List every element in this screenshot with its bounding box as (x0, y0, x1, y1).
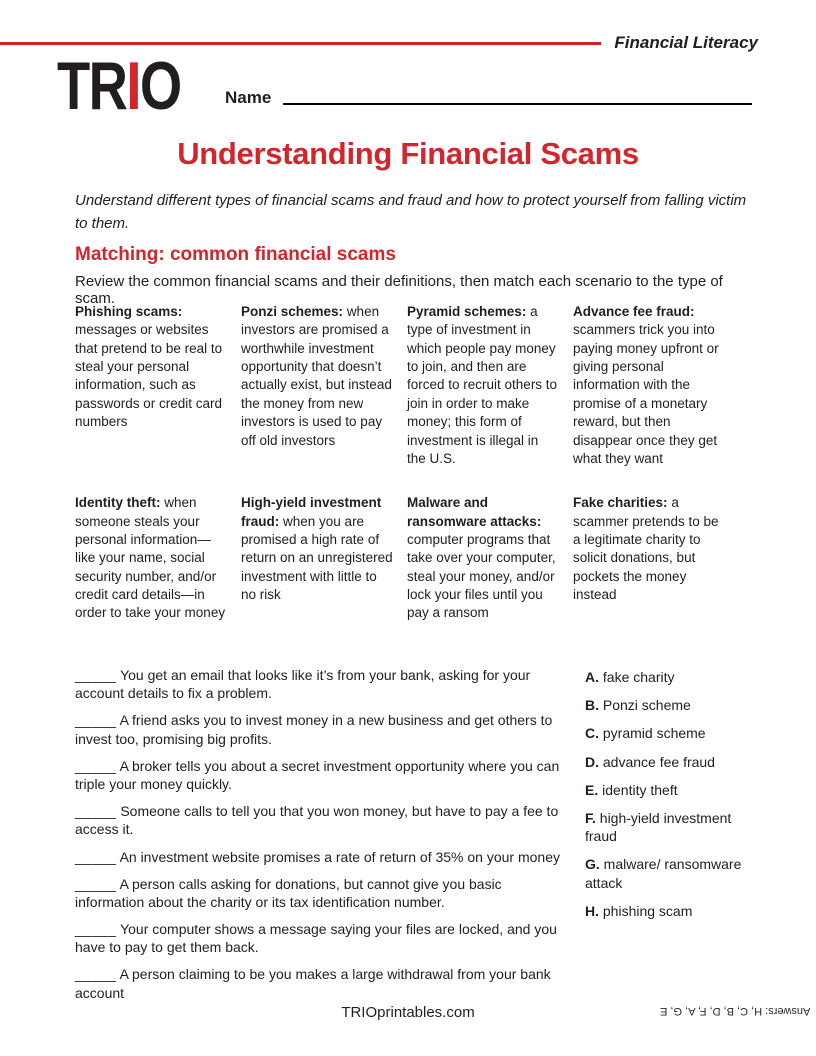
scenario-answer-blank: _____ (75, 757, 117, 774)
scenario-item (75, 757, 572, 793)
definition-item (241, 494, 394, 623)
scenario-text: Someone calls to tell you that you won money, but have to pay a fee to access it. (75, 803, 559, 838)
logo-letter-i: I (126, 48, 140, 124)
definition-item (75, 303, 228, 468)
scenario-text: A broker tells you about a secret investment opportunity where you can triple your money quickly. (75, 757, 560, 792)
definition-text: scammers trick you into paying money upfront or giving personal information with the promise of a monetary reward, but then disappear once they get what they want (573, 322, 719, 466)
option-letter: B. (585, 697, 599, 714)
trio-logo (57, 48, 181, 124)
definition-term: Advance fee fraud: (573, 304, 695, 319)
definition-item (573, 494, 726, 623)
header-category: Financial Literacy (614, 33, 758, 52)
scenario-item (75, 920, 572, 956)
option-letter: A. (585, 669, 599, 685)
definition-term: Malware and ransomware attacks: (407, 495, 542, 529)
definition-text: when you are promised a high rate of return on an unregistered investment with little to no risk (241, 513, 393, 603)
option-letter: C. (585, 725, 599, 742)
definition-text: a scammer pretends to be a legitimate charity to solicit donations, but pockets the money instead (573, 495, 719, 603)
scenarios-list (75, 666, 572, 1011)
scenario-text: A person calls asking for donations, but cannot give you basic information about the charity or its tax identification number. (75, 875, 502, 910)
option-label: high-yield investment fraud (585, 809, 732, 845)
scenario-answer-blank: _____ (75, 667, 117, 683)
name-blank-line (283, 103, 752, 105)
option-letter: H. (585, 902, 599, 919)
definitions-grid (75, 303, 726, 623)
option-item (585, 696, 767, 714)
option-label: advance fee fraud (602, 753, 715, 770)
options-list (585, 668, 767, 930)
definition-term: High-yield investment fraud: (241, 495, 382, 529)
definition-item (241, 303, 394, 468)
definition-term: Ponzi schemes: (241, 304, 344, 319)
scenario-item (75, 875, 572, 911)
scenario-item (75, 802, 572, 838)
intro-text: Understand different types of financial scams and fraud and how to protect yourself from falling victim to them. (75, 192, 747, 232)
logo-letter-o: O (139, 48, 181, 124)
scenario-text: An investment website promises a rate of return of 35% on your money (119, 848, 561, 865)
option-letter: G. (585, 856, 600, 873)
option-item (585, 753, 767, 771)
option-item (585, 902, 767, 920)
scenario-text: A person claiming to be you makes a large withdrawal from your bank account (75, 966, 551, 1001)
option-label: Ponzi scheme (602, 697, 691, 714)
definition-item (407, 303, 560, 468)
option-label: fake charity (602, 669, 675, 685)
footer-answer-key: Answers: H, C, B, D, F, A, G, E (659, 1005, 810, 1017)
scenario-answer-blank: _____ (75, 921, 117, 938)
scenario-answer-blank: _____ (75, 803, 117, 820)
scenario-item (75, 711, 572, 747)
header-rule (0, 42, 601, 45)
name-row (225, 80, 752, 108)
definition-item (75, 494, 228, 623)
logo-letters-tr: TR (57, 48, 127, 124)
scenario-answer-blank: _____ (75, 966, 117, 983)
scenario-item (75, 666, 572, 702)
option-label: malware/ ransomware attack (585, 856, 742, 891)
scenario-answer-blank: _____ (75, 875, 117, 892)
scenario-text: A friend asks you to invest money in a new business and get others to invest too, promising big profits. (75, 712, 553, 747)
scenario-item (75, 965, 572, 1001)
section-heading: Matching: common financial scams (75, 244, 396, 265)
definition-term: Pyramid schemes: (407, 304, 527, 319)
definition-item (573, 303, 726, 468)
section-instructions: Review the common financial scams and their definitions, then match each scenario to the type of scam. (75, 273, 723, 307)
scenario-item (75, 848, 572, 866)
option-letter: F. (585, 809, 596, 826)
option-label: identity theft (602, 781, 678, 798)
definition-text: messages or websites that pretend to be real to steal your personal information, such as passwords or credit card numbers (75, 322, 223, 430)
option-item (585, 724, 767, 742)
name-label: Name (225, 88, 272, 107)
scenario-text: You get an email that looks like it’s from your bank, asking for your account details to fix a problem. (75, 667, 531, 702)
definition-item (407, 494, 560, 623)
definition-term: Phishing scams: (75, 304, 183, 319)
scenario-text: Your computer shows a message saying your files are locked, and you have to pay to get them back. (75, 921, 557, 956)
scenario-answer-blank: _____ (75, 712, 117, 729)
option-label: pyramid scheme (602, 725, 706, 742)
page-title: Understanding Financial Scams (177, 136, 639, 171)
footer-website: TRIOprintables.com (341, 1004, 475, 1021)
definition-term: Fake charities: (573, 495, 668, 511)
definition-text: when someone steals your personal information—like your name, social security number, and/or credit card details—in order to take your money (75, 495, 226, 621)
definition-text: a type of investment in which people pay money to join, and then are forced to recruit others to join in order to make money; this form of investment is illegal in the U.S. (407, 304, 558, 466)
definition-text: when investors are promised a worthwhile investment opportunity that doesn’t actually exist, but instead the money from new investors is used to pay off old investors (241, 304, 392, 448)
option-item (585, 668, 767, 686)
definition-term: Identity theft: (75, 495, 161, 511)
option-letter: D. (585, 753, 599, 770)
option-item (585, 855, 767, 891)
option-item (585, 809, 767, 845)
scenario-answer-blank: _____ (75, 848, 117, 865)
option-letter: E. (585, 781, 599, 798)
definition-text: computer programs that take over your computer, steal your money, and/or lock your files until you pay a ransom (407, 531, 556, 621)
option-label: phishing scam (602, 902, 693, 919)
option-item (585, 781, 767, 799)
